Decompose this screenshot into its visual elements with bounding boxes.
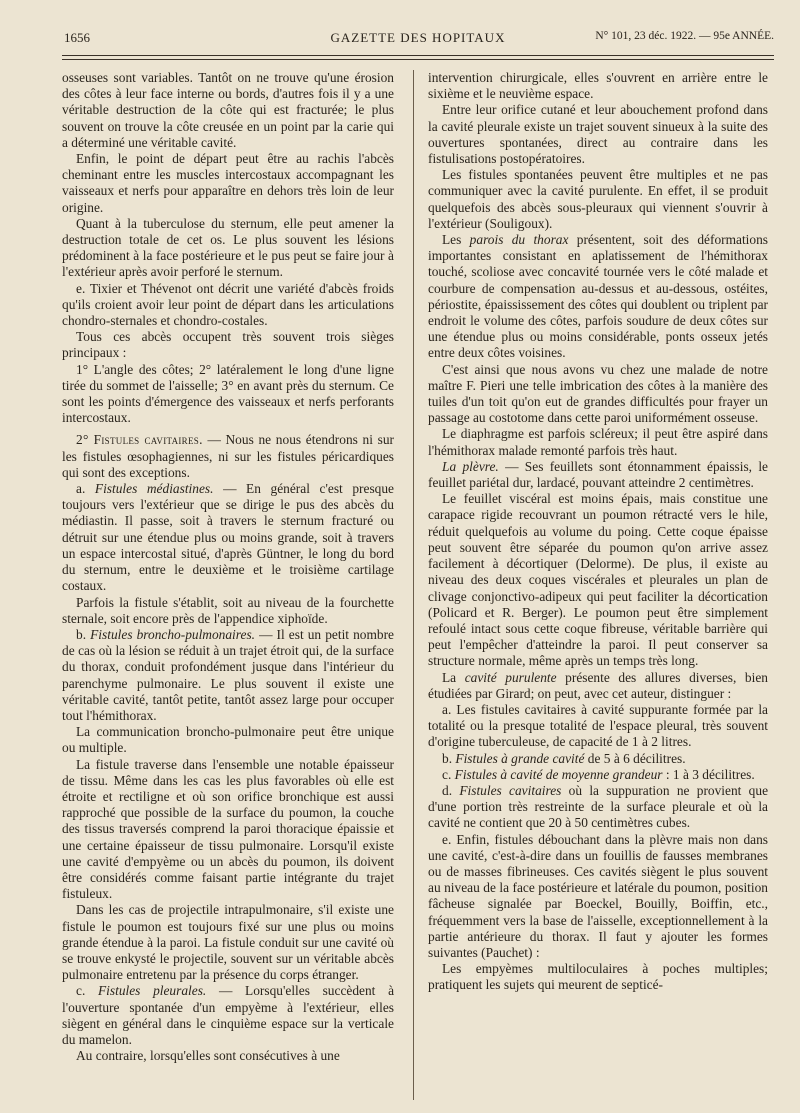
italic-heading: Fistules pleurales. — [97, 983, 207, 999]
paragraph — [428, 102, 768, 167]
paragraph — [428, 832, 768, 962]
paragraph — [62, 281, 394, 330]
paragraph-text: Au contraire, lorsqu'elles sont consécutives à une — [76, 1048, 340, 1064]
paragraph — [428, 783, 768, 832]
paragraph-text: 1° L'angle des côtes; 2° latéralement le long d'une ligne tirée du sommet de l'aisselle; 3° en avant près du sternum. Ce sont les points d'émergence des vaisseaux et nerfs perforants intercostaux. — [62, 361, 394, 426]
paragraph-text: a. Les fistules cavitaires à cavité suppurante formée par la totalité ou la presque totalité de l'espace pleural, très souvent d'origine tuberculeuse, de capacité de 1 à 2 litres. — [428, 701, 768, 750]
paragraph — [428, 70, 768, 102]
paragraph-lead: b. — [442, 750, 456, 766]
paragraph-text: — Lorsqu'elles succèdent à l'ouverture spontanée d'un empyème à l'extérieur, elles siègent en général dans le cinquième espace sur la verticale du mamelon. — [62, 983, 395, 1047]
paragraph — [62, 70, 394, 151]
right-column — [428, 70, 768, 994]
paragraph-text: e. Enfin, fistules débouchant dans la plèvre mais non dans une cavité, c'est-à-dire dans un fouillis de fausses membranes ou de masses fibrineuses. Ces cavités siègent le plus souvent au niveau de la face postérieure et latérale du poumon, position fâcheuse signalée par Boeckel, Bouilly, Boiffin, etc., fréquemment vers la base de l'aisselle, exceptionnellement à la partie antérieure du thorax. Il faut y ajouter les formes suivantes (Pauchet) : — [428, 831, 768, 960]
paragraph — [428, 232, 768, 362]
paragraph-text: de 5 à 6 décilitres. — [584, 750, 686, 766]
paragraph-text: e. Tixier et Thévenot ont décrit une variété d'abcès froids qu'ils croient avoir leur point de départ dans les articulations chondro-sternales et chondro-costales. — [62, 280, 394, 329]
paragraph — [428, 961, 768, 993]
column-divider — [413, 70, 414, 1100]
paragraph — [428, 167, 768, 232]
paragraph-text: Le diaphragme est parfois scléreux; il peut être aspiré dans l'hémithorax malade remonté parfois très haut. — [428, 426, 768, 458]
paragraph-lead: Les — [442, 232, 470, 248]
paragraph — [428, 751, 768, 767]
paragraph-text: C'est ainsi que nous avons vu chez une malade de notre maître F. Pieri une telle imbrication des côtes à la manière des tuiles d'un toit qu'on eut de grandes difficultés pour frayer un passage au costotome dans cette paroi uniformément osseuse. — [428, 361, 768, 426]
paragraph — [62, 481, 394, 594]
paragraph — [62, 595, 394, 627]
running-header — [62, 30, 774, 52]
paragraph — [428, 702, 768, 751]
paragraph — [428, 491, 768, 669]
paragraph — [62, 757, 394, 903]
paragraph-text: Les fistules spontanées peuvent être multiples et ne pas communiquer avec la cavité purulente. En effet, il se produit quelquefois des abcès sous-pleuraux qui viennent s'ouvrir à l'extérieur (Souligoux). — [428, 167, 768, 231]
italic-heading: Fistules médiastines. — [94, 481, 214, 497]
header-rule-top — [62, 55, 774, 56]
paragraph-text: — Ses feuillets sont étonnamment épaissis, le feuillet pariétal dur, lardacé, pouvant atteindre 2 centimètres. — [428, 458, 768, 491]
italic-heading: La plèvre. — [442, 458, 499, 474]
paragraph-text: : 1 à 3 décilitres. — [662, 766, 755, 782]
paragraph — [62, 329, 394, 361]
paragraph — [62, 151, 394, 216]
paragraph — [428, 670, 768, 702]
italic-heading: Fistules broncho-pulmonaires. — [90, 626, 255, 642]
paragraph — [62, 362, 394, 427]
page-number: 1656 — [64, 30, 90, 45]
paragraph-text: La fistule traverse dans l'ensemble une notable épaisseur de tissu. Même dans les cas les plus favorables où elle est étroite et rectiligne et où son orifice bronchique est aussi rapproché que possible de la surface du poumon, la couche des tissus traversés comprend la paroi thoracique épaissie et une certaine épaisseur de tissu pulmonaire. Lorsqu'il existe une cavité d'empyème ou un abcès du poumon, ils doivent être considérés comme faisant partie intégrante du trajet fistuleux. — [62, 756, 394, 902]
italic-heading: Fistules cavitaires — [459, 782, 562, 798]
paragraph-lead: a. — [76, 481, 95, 497]
paragraph-text: — Nous ne nous étendrons ni sur les fistules œsophagiennes, ni sur les fistules péricardiques qui sont des exceptions. — [62, 432, 395, 480]
paragraph — [428, 767, 768, 783]
paragraph — [62, 724, 394, 756]
paragraph-lead: c. — [442, 766, 455, 782]
paragraph-text: intervention chirurgicale, elles s'ouvrent en arrière entre le sixième et le neuvième espace. — [428, 70, 768, 102]
paragraph-lead: La — [442, 669, 465, 685]
paragraph-text: présente des allures diverses, bien étudiées par Girard; on peut, avec cet auteur, distinguer : — [428, 669, 768, 701]
paragraph-text: où la suppuration ne provient que d'une portion très restreinte de la surface pleurale et où la cavité ne contient que 20 à 50 centimètres cubes. — [428, 782, 769, 831]
paragraph — [62, 627, 394, 724]
journal-title: GAZETTE DES HOPITAUX — [330, 30, 506, 45]
paragraph-lead: d. — [442, 782, 460, 798]
paragraph-text: Le feuillet viscéral est moins épais, mais constitue une carapace rigide recouvrant un poumon rétracté vers le hile, réduit quelquefois au volume du poing. Cette coque épaisse peut souvent être séparée du poumon qu'on arrive assez facilement à décortiquer (Delorme). De plus, il existe au niveau des deux coques viscérales et pleurales un plan de clivage conjonctivo-adipeux qui peut faciliter la décortication (Policard et R. Berger). Le poumon peut être simplement refoulé intact sous cette coque fibreuse, véritable barrière qui peut l'empêcher d'atteindre la paroi. Il peut conserver sa structure normale, même après un temps très long. — [428, 491, 768, 669]
paragraph-text: Quant à la tuberculose du sternum, elle peut amener la destruction totale de cet os. Le plus souvent les lésions prédominent à la face postérieure et le pus peut se faire jour à l'extérieur après avoir perforé le sternum. — [62, 215, 394, 280]
paragraph — [62, 1048, 394, 1064]
paragraph-text: Les empyèmes multiloculaires à poches multiples; pratiquent les sujets qui meurent de septicé- — [428, 961, 768, 993]
paragraph-text: — Il est un petit nombre de cas où la lésion se réduit à un trajet étroit qui, de la surface du thorax, conduit profondément jusque dans l'intérieur du parenchyme pulmonaire. Le plus souvent il existe une véritable cavité, tantôt petite, tantôt assez large pour occuper tout l'hémithorax. — [62, 626, 394, 723]
paragraph — [62, 902, 394, 983]
italic-heading: Fistules à cavité de moyenne grandeur — [454, 766, 663, 782]
issue-line: N° 101, 23 déc. 1922. — 95e ANNÉE. — [595, 30, 774, 42]
header-rule-bottom — [62, 59, 774, 60]
paragraph-text: présentent, soit des déformations importantes consistant en aplatissement de l'hémithorax touché, scoliose avec concavité tournée vers le côté malade et courbure de compensation au-dessus et au-dessous, ostéites, périostite, épaississement des côtes qui doublent ou triplent par endroit le volume des côtes, parfois soudure de deux côtes sur une étendue plus ou moins considérable, ponts osseux jetés entre deux côtes voisines. — [428, 232, 769, 361]
paragraph-text: osseuses sont variables. Tantôt on ne trouve qu'une érosion des côtes à leur face interne ou bords, d'autres fois il y a une véritable destruction de la côte qui est fracturée; le plus souvent on trouve la côte creusée en un point par la carie qui a déterminé une véritable cavité. — [62, 70, 394, 150]
paragraph-text: Parfois la fistule s'établit, soit au niveau de la fourchette sternale, soit encore près de l'appendice xiphoïde. — [62, 594, 394, 626]
paragraph — [62, 432, 394, 481]
paragraph-lead: c. — [76, 983, 98, 999]
paragraph — [62, 216, 394, 281]
italic-heading: cavité purulente — [464, 669, 557, 685]
paragraph-text: La communication broncho-pulmonaire peut être unique ou multiple. — [62, 724, 394, 756]
paragraph-text: — En général c'est presque toujours vers l'extérieur que se dirige le pus des abcès du médiastin. Il passe, soit à travers le sternum fracturé ou détruit sur une étendue plus ou moins grande, soit à travers un espace intercostal situé, d'après Güntner, le long du bord du sternum, entre le deuxième et le troisième cartilage costaux. — [62, 481, 394, 594]
italic-heading: parois du thorax — [469, 232, 569, 248]
paragraph — [428, 362, 768, 427]
paragraph-text: Entre leur orifice cutané et leur abouchement profond dans la cavité pleurale existe un trajet souvent sinueux à la suite des ouvertures spontanées, direct au contraire dans les fistulisations postopératoires. — [428, 102, 768, 167]
paragraph-text: Dans les cas de projectile intrapulmonaire, s'il existe une fistule le poumon est toujours fixé sur une plus ou moins grande étendue à la paroi. La fistule conduit sur une cavité où se trouve enkysté le projectile, souvent sur un véritable abcès pulmonaire entretenu par la présence du corps étranger. — [62, 902, 394, 983]
paragraph-text: Enfin, le point de départ peut être au rachis l'abcès cheminant entre les muscles intercostaux accompagnant les vaisseaux et nerfs pour apparaître en dehors très loin de leur origine. — [62, 151, 394, 215]
italic-heading: Fistules à grande cavité — [455, 750, 585, 766]
paragraph-lead: b. — [76, 626, 91, 642]
paragraph — [428, 459, 768, 491]
left-column — [62, 70, 394, 1064]
paragraph-text: Tous ces abcès occupent très souvent trois sièges principaux : — [62, 329, 394, 361]
paragraph — [428, 426, 768, 458]
section-heading: 2° Fistules cavitaires. — [76, 432, 203, 448]
paragraph — [62, 983, 394, 1048]
